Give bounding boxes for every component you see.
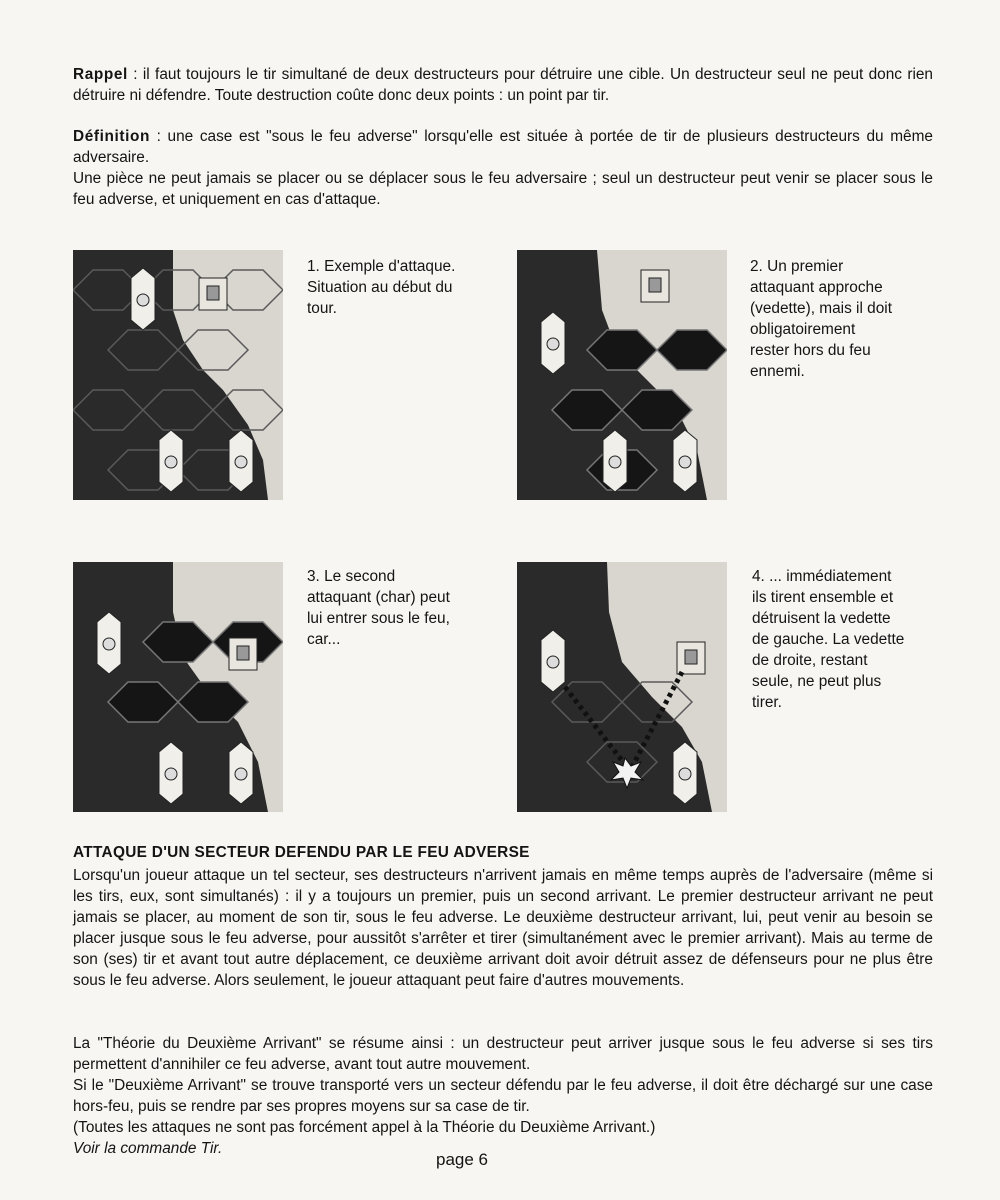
boat-icon [159, 742, 183, 804]
caption-line: seule, ne peut plus [752, 673, 882, 690]
caption-line: 1. Exemple d'attaque. [307, 258, 456, 275]
caption-line: détruisent la vedette [752, 610, 891, 627]
caption-line: rester hors du feu [750, 342, 871, 359]
caption-line: tirer. [752, 694, 782, 711]
figure-1-map [73, 250, 283, 500]
definition-text: : une case est "sous le feu adverse" lorsqu'elle est située à portée de tir de plusieurs destructeurs du même adversaire. [73, 128, 933, 166]
boat-icon [603, 430, 627, 492]
definition-label: Définition [73, 128, 150, 145]
caption-line: de gauche. La vedette [752, 631, 905, 648]
figure-1-caption [307, 256, 455, 319]
figure-2-map [517, 250, 727, 500]
figure-2-caption [750, 256, 892, 382]
hex-map-4 [517, 562, 727, 812]
boat-icon [673, 742, 697, 804]
figure-4-caption [752, 566, 904, 713]
caption-line: (vedette), mais il doit [750, 300, 892, 317]
caption-line: tour. [307, 300, 337, 317]
caption-line: 3. Le second [307, 568, 396, 585]
caption-line: de droite, restant [752, 652, 868, 669]
boat-icon [159, 430, 183, 492]
figure-4-map [517, 562, 727, 812]
boat-icon [131, 268, 155, 330]
hex-map-1 [73, 250, 283, 500]
definition-paragraph [73, 126, 933, 168]
boat-icon [229, 430, 253, 492]
caption-line: attaquant approche [750, 279, 883, 296]
tank-icon [229, 638, 257, 670]
boat-icon [541, 630, 565, 692]
tank-icon [199, 278, 227, 310]
figure-3-map [73, 562, 283, 812]
boat-icon [229, 742, 253, 804]
rappel-label: Rappel [73, 66, 128, 83]
section-paragraph-2: La "Théorie du Deuxième Arrivant" se résume ainsi : un destructeur peut arriver jusque sous le feu adverse si ses tirs permettent d'annihiler ce feu adverse, avant tout autre mouvement. [73, 1035, 933, 1073]
definition-paragraph-2: Une pièce ne peut jamais se placer ou se déplacer sous le feu adversaire ; seul un destructeur peut venir se placer sous le feu adverse, et uniquement en cas d'attaque. [73, 170, 933, 208]
figure-3-caption [307, 566, 450, 650]
caption-line: lui entrer sous le feu, [307, 610, 450, 627]
rappel-paragraph [73, 64, 933, 106]
section-paragraph-4: (Toutes les attaques ne sont pas forcément appel à la Théorie du Deuxième Arrivant.) [73, 1119, 656, 1136]
caption-line: 4. ... immédiatement [752, 568, 892, 585]
caption-line: ennemi. [750, 363, 805, 380]
caption-line: attaquant (char) peut [307, 589, 450, 606]
boat-icon [673, 430, 697, 492]
caption-line: ils tirent ensemble et [752, 589, 894, 606]
hex-map-3 [73, 562, 283, 812]
tank-icon [677, 642, 705, 674]
command-reference: Voir la commande Tir. [73, 1140, 223, 1157]
boat-icon [97, 612, 121, 674]
caption-line: Situation au début du [307, 279, 453, 296]
caption-line: car... [307, 631, 341, 648]
page-number: page 6 [436, 1150, 488, 1169]
tank-icon [641, 270, 669, 302]
boat-icon [541, 312, 565, 374]
section-paragraph-1: Lorsqu'un joueur attaque un tel secteur, ses destructeurs n'arrivent jamais en même temps auprès de l'adversaire (même si les tirs, eux, sont simultanés) : il y a toujours un premier, puis un second arrivant. Le premier destructeur arrivant ne peut jamais se placer, au moment de son tir, sous le feu adverse. Le deuxième destructeur arrivant, lui, peut venir au besoin se placer jusque sous le feu adverse, pour aussitôt s'arrêter et tirer (simultanément avec le premier arrivant). Mais au terme de son (ses) tir et avant tout autre déplacement, ce deuxième arrivant doit avoir détruit assez de défenseurs pour ne plus être sous le feu adverse. Alors seulement, le joueur attaquant peut faire d'autres mouvements. [73, 867, 933, 989]
caption-line: obligatoirement [750, 321, 856, 338]
section-heading: ATTAQUE D'UN SECTEUR DEFENDU PAR LE FEU ADVERSE [73, 844, 530, 861]
caption-line: 2. Un premier [750, 258, 844, 275]
hex-map-2 [517, 250, 727, 500]
section-paragraph-3: Si le "Deuxième Arrivant" se trouve transporté vers un secteur défendu par le feu adverse, il doit être déchargé sur une case hors-feu, puis se rendre par ses propres moyens sur sa case de tir. [73, 1077, 933, 1115]
rappel-text: : il faut toujours le tir simultané de deux destructeurs pour détruire une cible. Un destructeur seul ne peut donc rien détruire ni défendre. Toute destruction coûte donc deux points : un point par tir. [73, 66, 933, 104]
